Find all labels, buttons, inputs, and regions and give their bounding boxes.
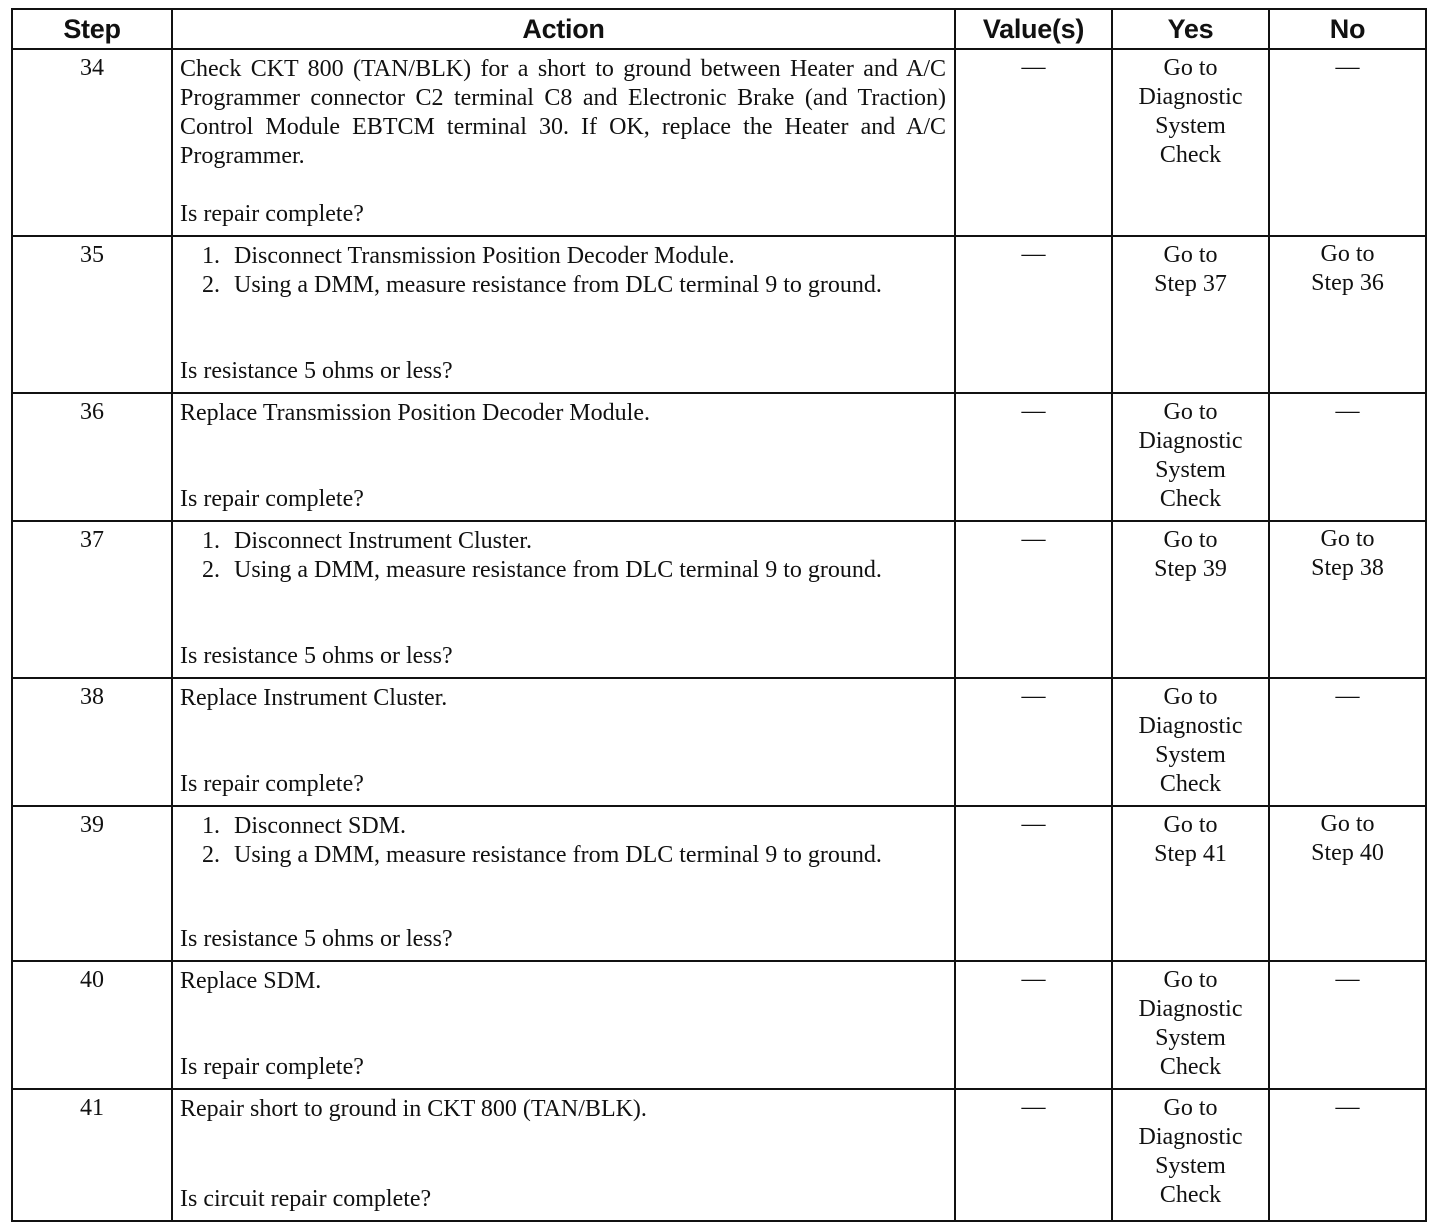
step-number: 34 [12, 49, 172, 236]
value-cell: — [955, 806, 1112, 961]
header-values: Value(s) [955, 9, 1112, 49]
yes-text-line: System [1155, 457, 1226, 483]
action-cell [172, 1089, 955, 1221]
action-content [180, 812, 946, 954]
yes-text-line: Check [1159, 486, 1222, 512]
yes-text-line: Go to [1163, 527, 1218, 553]
substep-list [180, 527, 946, 585]
yes-text-line: Step 39 [1154, 556, 1227, 582]
substep-item [202, 527, 946, 556]
action-question: Is resistance 5 ohms or less? [180, 643, 453, 669]
no-cell: — [1269, 393, 1426, 521]
substep-text: Using a DMM, measure resistance from DLC terminal 9 to ground. [234, 842, 882, 868]
substep-number: 2. [202, 272, 220, 298]
step-number: 41 [12, 1089, 172, 1221]
substep-list [180, 242, 946, 300]
no-cell [1269, 521, 1426, 678]
yes-text-line: Check [1159, 1054, 1222, 1080]
value-cell: — [955, 1089, 1112, 1221]
yes-cell [1112, 49, 1269, 236]
value-cell: — [955, 678, 1112, 806]
step-number: 39 [12, 806, 172, 961]
action-content [180, 55, 946, 229]
step-number: 38 [12, 678, 172, 806]
table-row [12, 806, 1426, 961]
action-cell [172, 521, 955, 678]
action-instruction: Replace Transmission Position Decoder Module. [180, 400, 650, 426]
table-row [12, 49, 1426, 236]
yes-text-line: Diagnostic [1138, 428, 1243, 454]
action-question: Is resistance 5 ohms or less? [180, 358, 453, 384]
yes-text-line: Check [1159, 771, 1222, 797]
action-question: Is circuit repair complete? [180, 1186, 432, 1212]
yes-cell [1112, 678, 1269, 806]
step-number: 40 [12, 961, 172, 1089]
yes-text-line: Diagnostic [1138, 996, 1243, 1022]
substep-number: 2. [202, 842, 220, 868]
substep-text: Using a DMM, measure resistance from DLC terminal 9 to ground. [234, 557, 882, 583]
action-body [180, 812, 946, 870]
substep-number: 1. [202, 243, 220, 269]
no-text-line: Go to [1320, 811, 1375, 837]
action-cell [172, 678, 955, 806]
step-number: 35 [12, 236, 172, 393]
value-cell: — [955, 49, 1112, 236]
yes-text-line: System [1155, 1153, 1226, 1179]
yes-text-line: Check [1159, 142, 1222, 168]
substep-text: Using a DMM, measure resistance from DLC terminal 9 to ground. [234, 272, 882, 298]
step-number: 37 [12, 521, 172, 678]
action-question: Is repair complete? [180, 771, 364, 797]
table-header [12, 9, 1426, 49]
yes-text-line: System [1155, 1025, 1226, 1051]
yes-text-line: System [1155, 742, 1226, 768]
no-text-line: Step 38 [1311, 555, 1384, 581]
substep-text: Disconnect Transmission Position Decoder Module. [234, 243, 735, 269]
header-yes: Yes [1112, 9, 1269, 49]
action-cell [172, 236, 955, 393]
yes-cell [1112, 393, 1269, 521]
action-body [180, 1095, 946, 1124]
yes-cell [1112, 961, 1269, 1089]
action-question: Is repair complete? [180, 201, 364, 227]
no-cell [1269, 236, 1426, 393]
substep-item [202, 841, 946, 870]
yes-text-line: Check [1159, 1182, 1222, 1208]
table-body [12, 49, 1426, 1221]
substep-item [202, 271, 946, 300]
table-row [12, 521, 1426, 678]
table-row [12, 678, 1426, 806]
diagnostic-table [11, 8, 1427, 1222]
substep-number: 2. [202, 557, 220, 583]
table-row [12, 1089, 1426, 1221]
substep-list [180, 812, 946, 870]
value-cell: — [955, 393, 1112, 521]
header-row [12, 9, 1426, 49]
action-instruction: Replace SDM. [180, 968, 322, 994]
yes-text-line: Go to [1163, 242, 1218, 268]
action-instruction: Replace Instrument Cluster. [180, 685, 448, 711]
action-question: Is repair complete? [180, 1054, 364, 1080]
header-step: Step [12, 9, 172, 49]
yes-text-line: Go to [1163, 1095, 1218, 1121]
substep-item [202, 556, 946, 585]
value-cell: — [955, 521, 1112, 678]
no-cell: — [1269, 678, 1426, 806]
yes-text-line: Go to [1163, 967, 1218, 993]
action-body [180, 967, 946, 996]
action-content [180, 527, 946, 671]
action-content [180, 399, 946, 514]
action-body [180, 242, 946, 300]
header-no: No [1269, 9, 1426, 49]
yes-text-line: Go to [1163, 684, 1218, 710]
value-cell: — [955, 236, 1112, 393]
yes-text-line: Go to [1163, 55, 1218, 81]
substep-item [202, 242, 946, 271]
table-row [12, 236, 1426, 393]
action-question: Is resistance 5 ohms or less? [180, 926, 453, 952]
substep-number: 1. [202, 528, 220, 554]
action-cell [172, 49, 955, 236]
yes-text-line: Step 41 [1154, 841, 1227, 867]
action-content [180, 242, 946, 386]
action-body [180, 55, 946, 171]
step-number: 36 [12, 393, 172, 521]
no-text-line: Go to [1320, 526, 1375, 552]
yes-cell [1112, 236, 1269, 393]
substep-number: 1. [202, 813, 220, 839]
action-content [180, 967, 946, 1082]
action-question: Is repair complete? [180, 486, 364, 512]
action-content [180, 1095, 946, 1214]
no-cell: — [1269, 961, 1426, 1089]
yes-cell [1112, 806, 1269, 961]
substep-text: Disconnect SDM. [234, 813, 406, 839]
yes-cell [1112, 521, 1269, 678]
action-body [180, 527, 946, 585]
header-action: Action [172, 9, 955, 49]
action-instruction: Repair short to ground in CKT 800 (TAN/BLK). [180, 1096, 647, 1122]
substep-text: Disconnect Instrument Cluster. [234, 528, 532, 554]
action-body [180, 399, 946, 428]
yes-cell [1112, 1089, 1269, 1221]
action-instruction: Check CKT 800 (TAN/BLK) for a short to ground between Heater and A/C Programmer connector C2 terminal C8 and Electronic Brake (and Traction) Control Module EBTCM terminal 30. If OK, replace the Heater and A/C Programmer. [180, 56, 946, 169]
action-content [180, 684, 946, 799]
yes-text-line: Diagnostic [1138, 713, 1243, 739]
yes-text-line: Diagnostic [1138, 1124, 1243, 1150]
no-cell: — [1269, 1089, 1426, 1221]
yes-text-line: Diagnostic [1138, 84, 1243, 110]
yes-text-line: Go to [1163, 812, 1218, 838]
yes-text-line: System [1155, 113, 1226, 139]
substep-item [202, 812, 946, 841]
no-text-line: Step 36 [1311, 270, 1384, 296]
no-cell [1269, 806, 1426, 961]
yes-text-line: Step 37 [1154, 271, 1227, 297]
action-cell [172, 961, 955, 1089]
action-cell [172, 393, 955, 521]
no-cell: — [1269, 49, 1426, 236]
yes-text-line: Go to [1163, 399, 1218, 425]
value-cell: — [955, 961, 1112, 1089]
table-row [12, 393, 1426, 521]
table-row [12, 961, 1426, 1089]
no-text-line: Go to [1320, 241, 1375, 267]
no-text-line: Step 40 [1311, 840, 1384, 866]
action-cell [172, 806, 955, 961]
action-body [180, 684, 946, 713]
